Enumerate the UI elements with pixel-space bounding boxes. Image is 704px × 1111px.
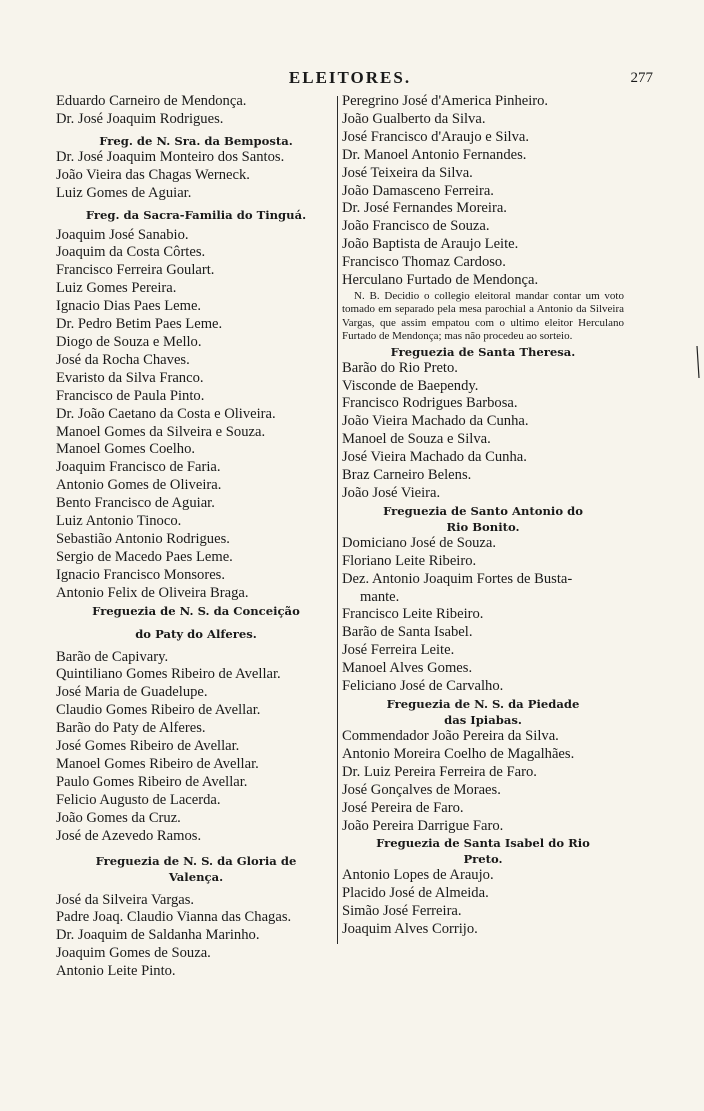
elector-name: Dr. João Caetano da Costa e Oliveira. [56, 405, 276, 422]
parish-heading: do Paty do Alferes. [135, 626, 257, 641]
elector-name: Joaquim da Costa Côrtes. [56, 244, 206, 261]
elector-name: Herculano Furtado de Mendonça. [342, 272, 539, 289]
parish-heading: Freg. da Sacra-Familia do Tinguá. [85, 207, 307, 222]
elector-name: Joaquim Gomes de Souza. [56, 945, 211, 962]
elector-name: Paulo Gomes Ribeiro de Avellar. [56, 773, 248, 790]
elector-name: João Gomes da Cruz. [56, 809, 181, 826]
elector-name: Floriano Leite Ribeiro. [342, 552, 477, 569]
elector-name: Dr. José Joaquim Monteiro dos Santos. [56, 148, 285, 165]
right-column [342, 93, 624, 939]
parish-heading: Rio Bonito. [446, 519, 520, 534]
elector-name: José Pereira de Faro. [342, 799, 464, 816]
elector-name: Evaristo da Silva Franco. [56, 369, 204, 386]
parish-heading: das Ipiabas. [444, 713, 522, 727]
elector-name: João Baptista de Araujo Leite. [342, 236, 519, 253]
elector-name: João Damasceno Ferreira. [342, 182, 494, 199]
elector-name: Peregrino José d'America Pinheiro. [342, 93, 549, 109]
elector-name: José de Azevedo Ramos. [56, 827, 202, 844]
elector-name: Joaquim Francisco de Faria. [56, 459, 221, 476]
elector-name: Antonio Lopes de Araujo. [342, 867, 494, 884]
elector-name: João Gualberto da Silva. [342, 110, 486, 127]
parish-heading: Valença. [168, 869, 224, 884]
elector-name: Manoel Gomes Ribeiro de Avellar. [56, 756, 259, 772]
page-header [50, 66, 653, 92]
elector-name: Commendador João Pereira da Silva. [342, 728, 559, 744]
parish-heading: Freguezia de N. S. da Gloria de [95, 853, 297, 868]
elector-name: Sebastião Antonio Rodrigues. [56, 530, 230, 547]
parish-heading: Freguezia de N. S. da Piedade [386, 697, 580, 711]
elector-name: Joaquim José Sanabio. [56, 226, 189, 243]
elector-name: José Maria de Guadelupe. [56, 684, 208, 701]
elector-name: José da Silveira Vargas. [56, 891, 195, 908]
elector-name: Manoel de Souza e Silva. [342, 431, 491, 448]
elector-name: João Francisco de Souza. [342, 218, 490, 235]
left-column [56, 93, 336, 981]
elector-name: João Pereira Darrigue Faro. [342, 817, 504, 834]
elector-name: Francisco Rodrigues Barbosa. [342, 395, 518, 412]
elector-name: Dr. Pedro Betim Paes Leme. [56, 316, 223, 333]
elector-name: Joaquim Alves Corrijo. [342, 921, 478, 938]
margin-mark [696, 345, 700, 379]
elector-name: Barão do Paty de Alferes. [56, 720, 206, 737]
elector-name: Ignacio Francisco Monsores. [56, 566, 226, 583]
elector-name: Francisco Ferreira Goulart. [56, 262, 215, 279]
elector-name: Domiciano José de Souza. [342, 534, 497, 551]
elector-name: José Ferreira Leite. [342, 642, 455, 659]
elector-name: Dr. Joaquim de Saldanha Marinho. [56, 927, 260, 944]
elector-name: José Teixeira da Silva. [342, 164, 473, 181]
elector-name: José da Rocha Chaves. [56, 351, 190, 368]
parish-heading: Freguezia de Santa Theresa. [390, 344, 576, 359]
elector-name: Manoel Gomes Coelho. [56, 441, 196, 458]
elector-name: Antonio Felix de Oliveira Braga. [56, 584, 249, 601]
elector-name: José Gomes Ribeiro de Avellar. [56, 738, 240, 755]
parish-heading: Freguezia de Santo Antonio do [383, 503, 583, 518]
page-number: 277 [630, 70, 653, 86]
elector-name: Luiz Gomes de Aguiar. [56, 184, 192, 201]
elector-name: Antonio Gomes de Oliveira. [56, 477, 222, 494]
column-divider [337, 96, 338, 944]
elector-name: Barão do Rio Preto. [342, 359, 458, 376]
elector-name: Dr. José Joaquim Rodrigues. [56, 110, 224, 127]
elector-name: Dr. José Fernandes Moreira. [342, 200, 507, 217]
elector-name: João Vieira Machado da Cunha. [342, 413, 529, 430]
parish-heading: Freg. de N. Sra. da Bemposta. [99, 133, 293, 148]
elector-name: Francisco Thomaz Cardoso. [342, 254, 506, 271]
elector-name: Visconde de Baependy. [342, 377, 479, 394]
elector-name: Quintiliano Gomes Ribeiro de Avellar. [56, 666, 281, 683]
elector-name: Placido José de Almeida. [342, 885, 489, 902]
elector-name: Manoel Alves Gomes. [342, 660, 473, 677]
elector-name: Dr. Luiz Pereira Ferreira de Faro. [342, 763, 537, 780]
elector-name: João Vieira das Chagas Werneck. [56, 166, 250, 183]
elector-name: Simão José Ferreira. [342, 903, 462, 920]
running-title: ELEITORES. [288, 68, 412, 87]
parish-heading: Preto. [463, 852, 503, 867]
nota-bene-note: N. B. Decidio o collegio eleitoral mandar contar um voto tomado em separado pela mesa parochial a Antonio da Silveira Vargas, que assim empatou com o ultimo eleitor Herculano Furtado de Mendonça; mas não procedeu ao sorteio. [342, 289, 624, 343]
elector-name: Claudio Gomes Ribeiro de Avellar. [56, 702, 261, 719]
elector-name: Ignacio Dias Paes Leme. [56, 298, 202, 315]
elector-name-continuation: mante. [360, 588, 400, 605]
parish-heading: Freguezia de Santa Isabel do Rio [376, 836, 590, 851]
elector-name: Francisco de Paula Pinto. [56, 387, 205, 404]
elector-name: Antonio Leite Pinto. [56, 963, 176, 980]
elector-name: Manoel Gomes da Silveira e Souza. [56, 423, 266, 440]
elector-name: Diogo de Souza e Mello. [56, 333, 202, 350]
parish-heading: Freguezia de N. S. da Conceição [92, 603, 300, 618]
elector-name: Antonio Moreira Coelho de Magalhães. [342, 745, 575, 762]
elector-name: Luiz Antonio Tinoco. [56, 513, 182, 530]
elector-name: João José Vieira. [342, 484, 441, 501]
elector-name: Dez. Antonio Joaquim Fortes de Busta- [342, 570, 573, 587]
elector-name: Felicio Augusto de Lacerda. [56, 791, 221, 808]
elector-name: José Vieira Machado da Cunha. [342, 449, 527, 466]
elector-name: Barão de Capivary. [56, 648, 169, 665]
elector-name: Braz Carneiro Belens. [342, 467, 472, 484]
elector-name: Luiz Gomes Pereira. [56, 280, 177, 297]
elector-name: Barão de Santa Isabel. [342, 624, 473, 641]
elector-name: José Gonçalves de Moraes. [342, 781, 501, 798]
elector-name: Feliciano José de Carvalho. [342, 678, 504, 695]
elector-name: Dr. Manoel Antonio Fernandes. [342, 146, 527, 163]
elector-name: José Francisco d'Araujo e Silva. [342, 128, 530, 145]
elector-name: Bento Francisco de Aguiar. [56, 495, 215, 512]
elector-name: Sergio de Macedo Paes Leme. [56, 548, 233, 565]
elector-name: Padre Joaq. Claudio Vianna das Chagas. [56, 909, 292, 926]
elector-name: Francisco Leite Ribeiro. [342, 606, 484, 623]
elector-name: Eduardo Carneiro de Mendonça. [56, 93, 247, 109]
